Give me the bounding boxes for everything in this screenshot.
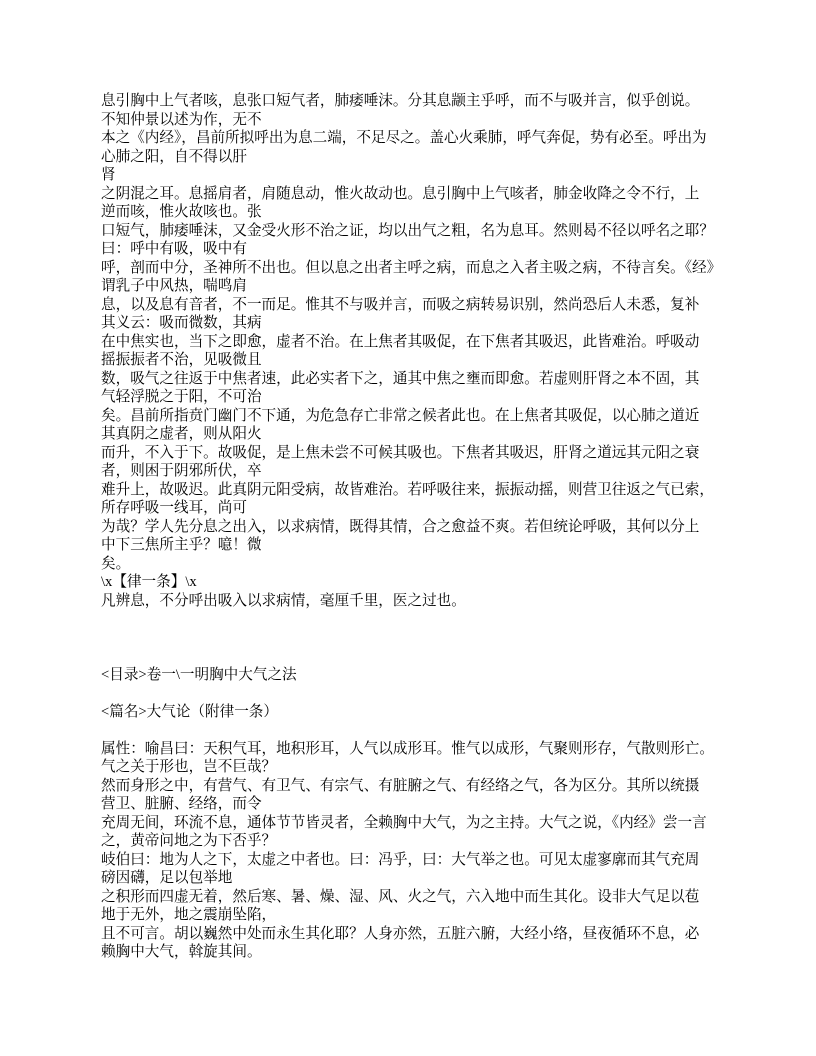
text-line: 摇振振者不治，见吸微且	[101, 352, 262, 368]
text-line: 难升上，故吸迟。此真阴元阳受病，故皆难治。若呼吸往来，振振动摇，则营卫往返之气已索，	[101, 481, 714, 498]
text-line: 心肺之阳，自不得以肝	[101, 148, 247, 165]
text-line: <篇名>大气论（附律一条）	[101, 703, 278, 720]
text-line: 磅因礴，足以包举地	[101, 870, 233, 886]
text-line: 而升，不入于下。故吸促，是上焦未尝不可候其吸也。下焦者其吸迟，肝肾之道远其元阳之衰	[101, 444, 700, 461]
text-line: 息引胸中上气者咳，息张口短气者，肺痿唾沫。分其息颛主乎呼，而不与吸并言，似乎创说。	[101, 93, 700, 109]
text-line: 地于无外，地之震崩坠陷，	[101, 907, 277, 923]
text-line: 中下三焦所主乎？噫！微	[101, 537, 262, 553]
text-line: 气之关于形也，岂不巨哉？	[101, 759, 277, 775]
text-line: 之阴混之耳。息摇肩者，肩随息动，惟火故动也。息引胸中上气咳者，肺金收降之令不行，上	[101, 185, 700, 202]
text-line: 赖胸中大气，斡旋其间。	[101, 944, 262, 960]
text-line: 其真阴之虚者，则从阳火	[101, 426, 262, 442]
text-line: 营卫、脏腑、经络，而令	[101, 796, 262, 812]
text-line: 之，黄帝问地之为下否乎？	[101, 833, 277, 849]
text-line: 气轻浮脱之于阳，不可治	[101, 389, 262, 405]
text-line: 口短气，肺痿唾沫，又金受火形不治之证，均以出气之粗，名为息耳。然则曷不径以呼名之耶？	[101, 222, 714, 239]
text-line: \x【律一条】\x	[101, 574, 197, 590]
text-line: 曰：呼中有吸，吸中有	[101, 241, 247, 257]
section-blank-gap-large	[101, 610, 716, 666]
section-toc-heading	[101, 666, 716, 685]
text-line: 呼，剖而中分，圣神所不出也。但以息之出者主呼之病，而息之入者主吸之病，不待言矣。《经》	[101, 259, 722, 276]
text-line: 然而身形之中，有营气、有卫气、有宗气、有脏腑之气、有经络之气，各为区分。其所以统摄	[101, 777, 700, 794]
text-line: 属性：喻昌曰：天积气耳，地积形耳，人气以成形耳。惟气以成形，气聚则形存，气散则形亡。	[101, 740, 714, 757]
text-line: 其义云：吸而微数，其病	[101, 315, 262, 331]
text-line: 矣。昌前所指贲门幽门不下通，为危急存亡非常之候者此也。在上焦者其吸促，以心肺之道近	[101, 407, 700, 424]
text-line: 肾	[101, 167, 116, 183]
text-line: 凡辨息，不分呼出吸入以求病情，毫厘千里，医之过也。	[101, 592, 466, 609]
section-blank-gap-2	[101, 721, 716, 740]
section-blank-gap-1	[101, 684, 716, 703]
text-line	[101, 721, 716, 740]
text-line: 数，吸气之往返于中焦者速，此必实者下之，通其中焦之壅而即愈。若虚则肝肾之本不固，其	[101, 370, 700, 387]
text-line: <目录>卷一\一明胸中大气之法	[101, 666, 297, 683]
text-line	[101, 629, 716, 648]
text-line: 矣。	[101, 555, 131, 572]
text-line: 且不可言。胡以巍然中处而永生其化耶？人身亦然，五脏六腑，大经小络，昼夜循环不息，必	[101, 925, 700, 942]
section-chapter-heading	[101, 703, 716, 722]
text-line: 本之《内经》，昌前所拟呼出为息二端，不足尽之。盖心火乘肺，呼气奔促，势有必至。呼出为	[101, 130, 707, 146]
text-line: 息，以及息有音者，不一而足。惟其不与吸并言，而吸之病转易识别，然尚恐后人未悉，复补	[101, 296, 700, 313]
text-line	[101, 647, 716, 666]
text-line: 者，则困于阴邪所伏，卒	[101, 463, 262, 479]
text-line: 所存呼吸一线耳，尚可	[101, 500, 247, 516]
text-line: 之积形而四虚无着，然后寒、暑、燥、湿、风、火之气，六入地中而生其化。设非大气足以苞	[101, 888, 700, 905]
section-daqi-lun-body	[101, 740, 716, 962]
text-line: 充周无间，环流不息，通体节节皆灵者，全赖胸中大气，为之主持。大气之说，《内经》尝一言	[101, 814, 707, 831]
text-line: 岐伯曰：地为人之下，太虚之中者也。曰：冯乎，曰：大气举之也。可见太虚寥廓而其气充周	[101, 851, 700, 868]
text-line	[101, 610, 716, 629]
text-line	[101, 684, 716, 703]
text-line: 逆而咳，惟火故咳也。张	[101, 204, 262, 220]
text-line: 谓乳子中风热，喘鸣肩	[101, 278, 247, 294]
section-bianxi-lun-body	[101, 92, 722, 610]
text-line: 不知仲景以述为作，无不	[101, 111, 262, 128]
text-line: 为哉？学人先分息之出入，以求病情，既得其情，合之愈益不爽。若但统论呼吸，其何以分上	[101, 518, 700, 535]
text-line: 在中焦实也，当下之即愈，虚者不治。在上焦者其吸促，在下焦者其吸迟，此皆难治。呼吸动	[101, 333, 700, 350]
